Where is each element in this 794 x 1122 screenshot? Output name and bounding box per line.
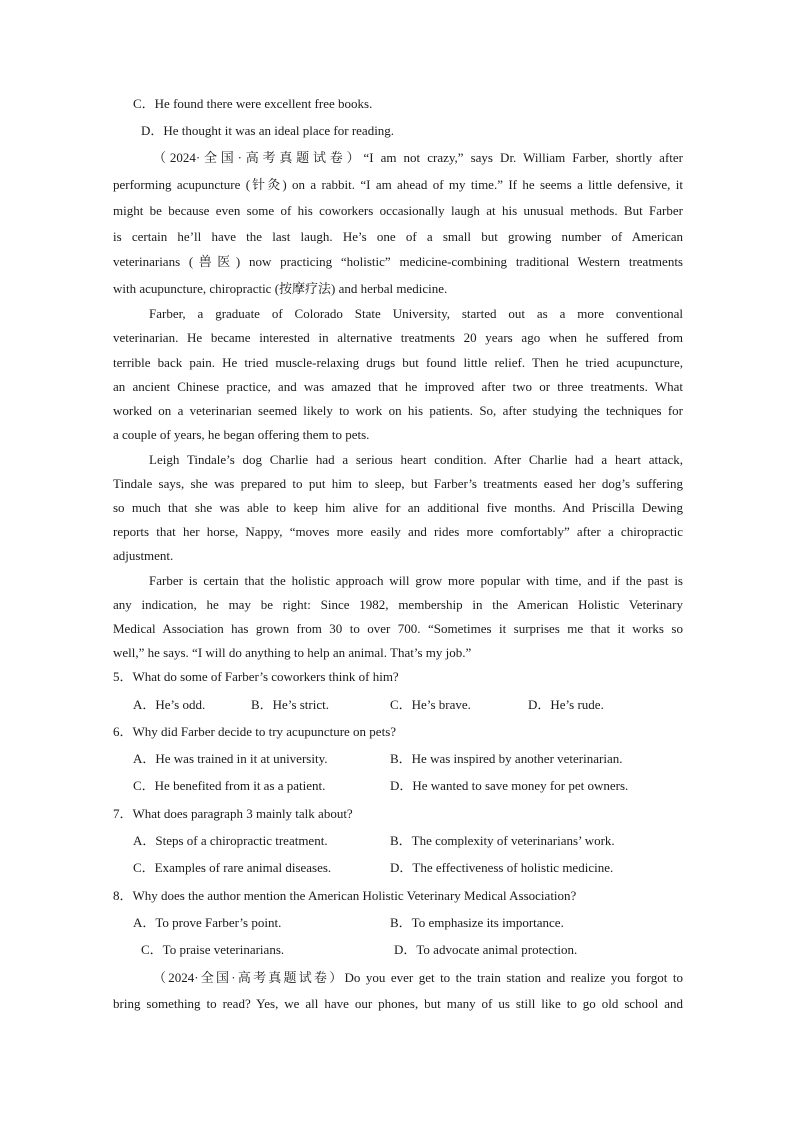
passage1-line-21: well,” he says. “I will do anything to help an animal. That’s my job.” — [113, 645, 472, 660]
q8-option-c: C．To praise veterinarians. — [141, 942, 285, 957]
passage1-line-2: performing acupuncture (针灸) on a rabbit. “I am ahead of my time.” If he seems a little defensive, it — [113, 177, 683, 192]
q7-option-a: A．Steps of a chiropractic treatment. — [133, 833, 328, 848]
q8-option-b: B．To emphasize its importance. — [390, 915, 564, 930]
q6-option-c: C．He benefited from it as a patient. — [133, 778, 326, 793]
passage1-line-7: Farber, a graduate of Colorado State University, started out as a more conventional — [149, 306, 683, 321]
passage1-line-13: Leigh Tindale’s dog Charlie had a serious heart condition. After Charlie had a heart attack, — [149, 452, 683, 467]
passage1-line-10: an ancient Chinese practice, and was amazed that he improved after two or three treatments. What — [113, 379, 683, 394]
q5-option-c: C．He’s brave. — [390, 697, 471, 712]
passage1-line-6: with acupuncture, chiropractic (按摩疗法) and herbal medicine. — [113, 281, 448, 296]
passage1-line-19: any indication, he may be right: Since 1982, membership in the American Holistic Veterinary — [113, 597, 683, 612]
q6-option-d: D．He wanted to save money for pet owners. — [390, 778, 629, 793]
passage1-line-17: adjustment. — [113, 548, 174, 563]
q5-option-d: D．He’s rude. — [528, 697, 604, 712]
passage1-line-14: Tindale says, she was prepared to put him to sleep, but Farber’s treatments eased her dog’s suffering — [113, 476, 683, 491]
passage1-line-4: is certain he’ll have the last laugh. He’s one of a small but growing number of American — [113, 229, 683, 244]
passage1-line-9: terrible back pain. He tried muscle-relaxing drugs but found little relief. Then he tried acupuncture, — [113, 355, 683, 370]
passage1-line-16: reports that her horse, Nappy, “moves more easily and rides more comfortably” after a chiropractic — [113, 524, 683, 539]
passage1-line-3: might be because even some of his coworkers occasionally laugh at his unusual methods. But Farber — [113, 203, 683, 218]
q8-option-d: D．To advocate animal protection. — [394, 942, 578, 957]
option-c-prev: C．He found there were excellent free books. — [133, 96, 373, 111]
q6-option-a: A．He was trained in it at university. — [133, 751, 328, 766]
question-7: 7．What does paragraph 3 mainly talk about? — [113, 806, 353, 821]
passage1-line-5: veterinarians (兽医) now practicing “holistic” medicine-combining traditional Western treatments — [113, 254, 683, 269]
passage2-line-2: bring something to read? Yes, we all have our phones, but many of us still like to go old school and — [113, 996, 683, 1011]
q7-option-c: C．Examples of rare animal diseases. — [133, 860, 332, 875]
passage2-line-1: （2024·全国·高考真题试卷）Do you ever get to the train station and realize you forgot to — [153, 970, 683, 985]
passage1-line-11: worked on a veterinarian seemed likely to work on his patients. So, after studying the techniques for — [113, 403, 683, 418]
passage1-line-20: Medical Association has grown from 30 to over 700. “Sometimes it surprises me that it works so — [113, 621, 683, 636]
passage1-line-18: Farber is certain that the holistic approach will grow more popular with time, and if the past is — [149, 573, 683, 588]
q6-option-b: B．He was inspired by another veterinarian. — [390, 751, 623, 766]
passage1-line-1: （2024·全国·高考真题试卷）“I am not crazy,” says Dr. William Farber, shortly after — [153, 150, 683, 165]
question-5: 5．What do some of Farber’s coworkers think of him? — [113, 669, 399, 684]
option-d-prev: D．He thought it was an ideal place for reading. — [141, 123, 395, 138]
q8-option-a: A．To prove Farber’s point. — [133, 915, 282, 930]
passage1-line-12: a couple of years, he began offering them to pets. — [113, 427, 370, 442]
question-8: 8．Why does the author mention the American Holistic Veterinary Medical Association? — [113, 888, 577, 903]
q7-option-b: B．The complexity of veterinarians’ work. — [390, 833, 615, 848]
q5-option-b: B．He’s strict. — [251, 697, 329, 712]
q7-option-d: D．The effectiveness of holistic medicine. — [390, 860, 614, 875]
passage1-line-15: so much that she was able to keep him alive for an additional five months. And Priscilla Dewing — [113, 500, 683, 515]
q5-option-a: A．He’s odd. — [133, 697, 206, 712]
question-6: 6．Why did Farber decide to try acupuncture on pets? — [113, 724, 397, 739]
passage1-line-8: veterinarian. He became interested in alternative treatments 20 years ago when he suffered from — [113, 330, 683, 345]
